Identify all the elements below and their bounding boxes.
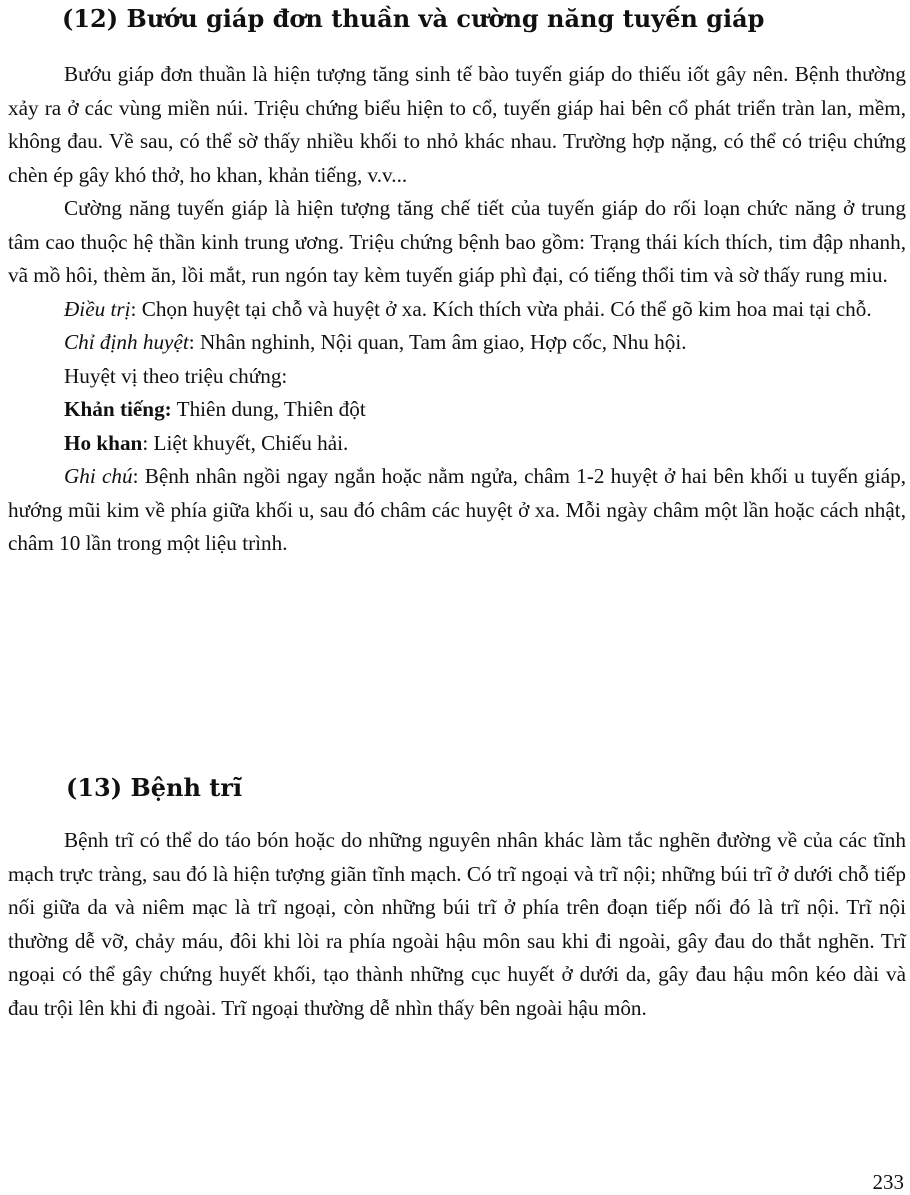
paragraph-hoarse xyxy=(8,393,906,427)
paragraph-treatment xyxy=(8,293,906,327)
treatment-text: : Chọn huyệt tại chỗ và huyệt ở xa. Kích thích vừa phải. Có thể gõ kim hoa mai tại chỗ. xyxy=(130,296,872,321)
note-label: Ghi chú xyxy=(64,464,133,488)
paragraph-hyperthyroid: Cường năng tuyến giáp là hiện tượng tăng chế tiết của tuyến giáp do rối loạn chức năng ở trung tâm cao thuộc hệ thần kinh trung ương. Triệu chứng bệnh bao gồm: Trạng thái kích thích, tim đập nhanh, vã mồ hôi, thèm ăn, lồi mắt, run ngón tay kèm tuyến giáp phì đại, có tiếng thổi tim và sờ thấy rung miu. xyxy=(8,196,906,287)
paragraph-symptom-points: Huyệt vị theo triệu chứng: xyxy=(64,363,288,388)
section-heading-12: (12) Bướu giáp đơn thuần và cường năng tuyến giáp xyxy=(62,4,765,33)
page-number: 233 xyxy=(872,1170,904,1194)
paragraph-note xyxy=(8,460,906,561)
hoarse-text: Thiên dung, Thiên đột xyxy=(171,397,366,421)
points-label: Chỉ định huyệt xyxy=(64,330,189,354)
note-text: : Bệnh nhân ngồi ngay ngắn hoặc nằm ngửa, châm 1-2 huyệt ở hai bên khối u tuyến giáp, hướng mũi kim về phía giữa khối u, sau đó châm các huyệt ở xa. Mỗi ngày châm một lần hoặc cách nhật, châm 10 lần trong một liệu trình. xyxy=(8,464,907,555)
points-text: : Nhân nghinh, Nội quan, Tam âm giao, Hợp cốc, Nhu hội. xyxy=(188,330,687,354)
treatment-label: Điều trị xyxy=(64,296,131,321)
paragraph-goiter: Bướu giáp đơn thuần là hiện tượng tăng sinh tế bào tuyến giáp do thiếu iốt gây nên. Bệnh thường xảy ra ở các vùng miền núi. Triệu chứng biểu hiện to cổ, tuyến giáp hai bên cổ phát triển tràn lan, mềm, không đau. Về sau, có thể sờ thấy nhiều khối to nhỏ khác nhau. Trường hợp nặng, có thể có triệu chứng chèn ép gây khó thở, ho khan, khản tiếng, v.v... xyxy=(8,62,906,187)
section-body-12 xyxy=(8,58,906,561)
cough-text: : Liệt khuyết, Chiếu hải. xyxy=(142,430,349,455)
paragraph-cough xyxy=(8,427,906,461)
cough-label: Ho khan xyxy=(64,430,143,455)
paragraph-points xyxy=(8,326,906,360)
section-body-13 xyxy=(8,824,906,1025)
paragraph-hemorrhoids: Bệnh trĩ có thể do táo bón hoặc do những nguyên nhân khác làm tắc nghẽn đường về của các tĩnh mạch trực tràng, sau đó là hiện tượng giãn tĩnh mạch. Có trĩ ngoại và trĩ nội; những búi trĩ ở dưới chỗ tiếp nối giữa da và niêm mạc là trĩ ngoại, còn những búi trĩ ở phía trên đoạn tiếp nối đó là trĩ nội. Trĩ nội thường dễ vỡ, chảy máu, đôi khi lòi ra phía ngoài hậu môn sau khi đi ngoài, gây đau do thắt nghẽn. Trĩ ngoại có thể gây chứng huyết khối, tạo thành những cục huyết ở dưới da, gây đau hậu môn kéo dài và đau trội lên khi đi ngoài. Trĩ ngoại thường dễ nhìn thấy bên ngoài hậu môn. xyxy=(8,828,906,1020)
hoarse-label: Khản tiếng: xyxy=(64,397,172,421)
section-heading-13: (13) Bệnh trĩ xyxy=(66,773,243,802)
